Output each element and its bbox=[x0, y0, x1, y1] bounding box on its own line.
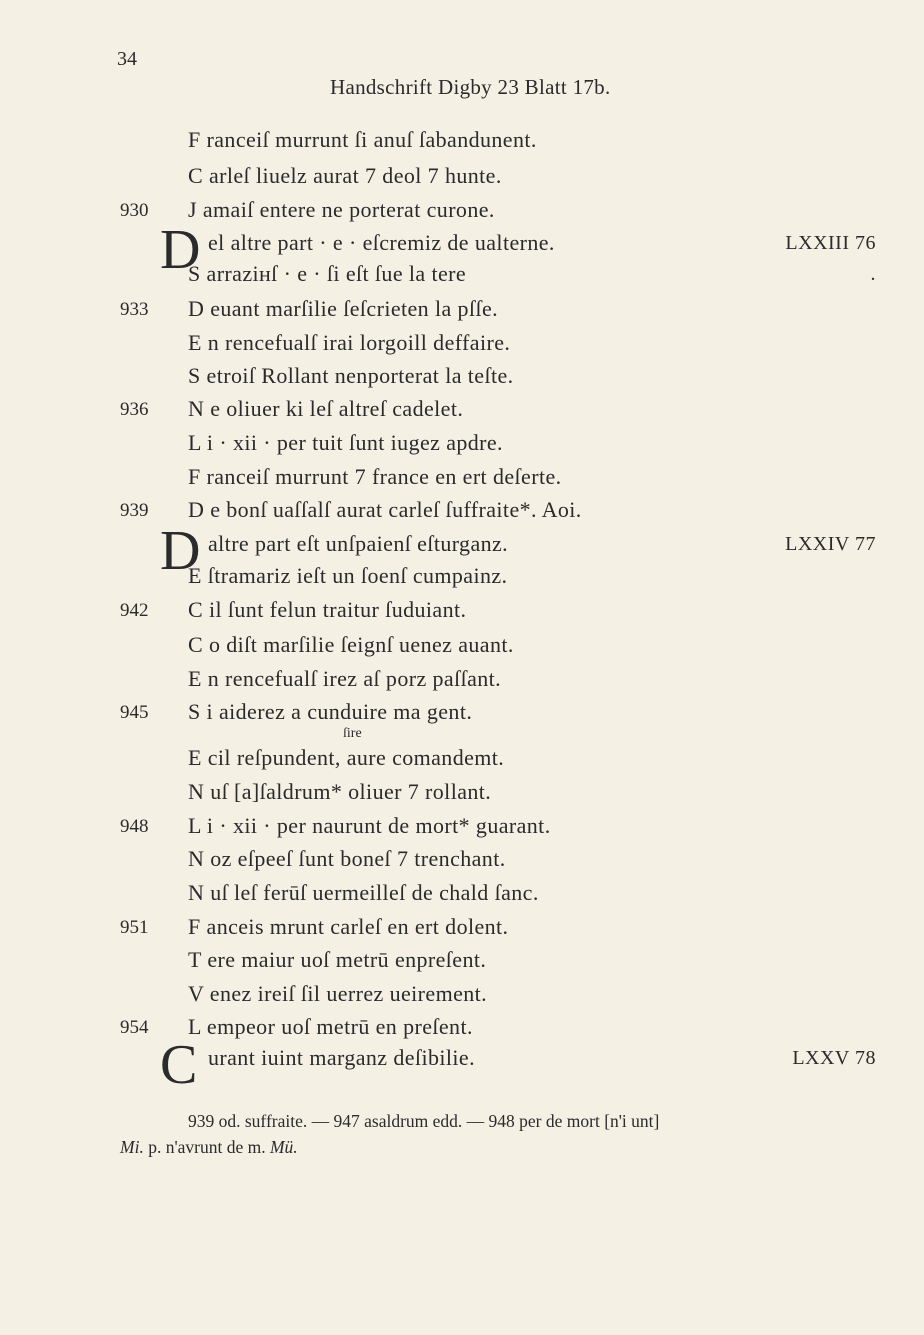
verse-text: N uſ leſ ferūſ uermeilleſ de chald ſanc. bbox=[188, 880, 539, 905]
footnote-abbr-mu: Mü. bbox=[269, 1137, 298, 1157]
verse-text: N oz eſpeeſ ſunt boneſ 7 trenchant. bbox=[188, 846, 506, 871]
verse-line bbox=[0, 779, 924, 809]
footnote-variant: p. n'avrunt de m. bbox=[148, 1137, 266, 1157]
verse-line bbox=[0, 632, 924, 662]
verse-line bbox=[0, 330, 924, 360]
line-number: 939 bbox=[120, 500, 149, 521]
verse-text: J amaiſ entere ne porterat curone. bbox=[188, 197, 495, 222]
verse-text: E n rencefualſ irez aſ porz paſſant. bbox=[188, 666, 502, 691]
verse-line bbox=[0, 1014, 924, 1044]
laisse-number: . bbox=[870, 263, 876, 285]
verse-line bbox=[0, 296, 924, 326]
verse-text: F ranceiſ murrunt ſi anuſ ſabandunent. bbox=[188, 127, 537, 152]
verse-line bbox=[0, 597, 924, 627]
footnote-line-1: 939 od. suffraite. — 947 asaldrum edd. — 948 per de mort [n'i unt] bbox=[188, 1111, 660, 1131]
verse-line bbox=[0, 197, 924, 227]
verse-text: S i aiderez a cunduire ma gent. bbox=[188, 699, 473, 724]
verse-line bbox=[0, 430, 924, 460]
verse-line bbox=[0, 396, 924, 426]
line-number: 942 bbox=[120, 600, 149, 621]
verse-text: E n rencefualſ irai lorgoill deffaire. bbox=[188, 330, 511, 355]
verse-line bbox=[0, 813, 924, 843]
verse-line bbox=[0, 1034, 924, 1096]
verse-text: C arleſ liuelz aurat 7 deol 7 hunte. bbox=[188, 163, 502, 188]
verse-line bbox=[0, 666, 924, 696]
verse-text: S etroiſ Rollant nenporterat la teſte. bbox=[188, 363, 514, 388]
verse-line bbox=[0, 163, 924, 193]
verse-line bbox=[0, 563, 924, 593]
verse-text: D e bonſ uaſſalſ aurat carleſ ſuffraite*. Aoi. bbox=[188, 497, 582, 522]
laisse-number: LXXIV 77 bbox=[785, 533, 876, 555]
verse-line bbox=[0, 127, 924, 157]
line-number: 933 bbox=[120, 299, 149, 320]
verse-text: F ranceiſ murrunt 7 france en ert deſerte. bbox=[188, 464, 562, 489]
verse-line bbox=[0, 464, 924, 494]
verse-text: altre part eſt unſpaienſ eſturganz. bbox=[208, 531, 509, 556]
verse-line bbox=[0, 880, 924, 910]
line-number: 951 bbox=[120, 917, 149, 938]
verse-line bbox=[0, 497, 924, 527]
verse-text: N e oliuer ki leſ altreſ cadelet. bbox=[188, 396, 464, 421]
laisse-number: LXXIII 76 bbox=[785, 232, 876, 254]
verse-line bbox=[0, 363, 924, 393]
verse-text: E cil reſpundent, aure comandemt. bbox=[188, 745, 505, 770]
verse-text: L i · xii · per tuit ſunt iugez apdre. bbox=[188, 430, 503, 455]
verse-line bbox=[0, 981, 924, 1011]
footnote-line-2 bbox=[120, 1134, 876, 1160]
line-number: 936 bbox=[120, 399, 149, 420]
decorated-initial: D bbox=[160, 520, 201, 582]
decorated-initial: C bbox=[160, 1034, 198, 1096]
verse-text: D euant marſilie ſeſcrieten la pſſe. bbox=[188, 296, 499, 321]
verse-text: L empeor uoſ metrū en preſent. bbox=[188, 1014, 473, 1039]
line-number: 930 bbox=[120, 200, 149, 221]
laisse-number: LXXV 78 bbox=[792, 1047, 876, 1069]
footnote-abbr-mi: Mi. bbox=[120, 1137, 144, 1157]
verse-text: S arraziнſ · e · ſi eſt ſue la tere bbox=[188, 261, 467, 286]
verse-text: C il ſunt felun traitur ſuduiant. bbox=[188, 597, 467, 622]
verse-line bbox=[0, 261, 924, 291]
line-number: 948 bbox=[120, 816, 149, 837]
verse-line bbox=[0, 947, 924, 977]
interlinear-gloss: ſire bbox=[343, 726, 362, 741]
verse-text: urant iuint marganz deſibilie. bbox=[208, 1045, 475, 1070]
verse-text: V enez ireiſ ſil uerrez ueirement. bbox=[188, 981, 488, 1006]
verse-text: T ere maiur uoſ metrū enpreſent. bbox=[188, 947, 487, 972]
footnote bbox=[120, 1108, 876, 1160]
verse-line bbox=[0, 846, 924, 876]
verse-text: L i · xii · per naurunt de mort* guarant. bbox=[188, 813, 551, 838]
verse-line bbox=[0, 914, 924, 944]
running-header: Handschrift Digby 23 Blatt 17b. bbox=[330, 75, 611, 99]
verse-text: F anceis mrunt carleſ en ert dolent. bbox=[188, 914, 509, 939]
verse-text: C o diſt marſilie ſeignſ uenez auant. bbox=[188, 632, 514, 657]
page-number: 34 bbox=[117, 48, 137, 70]
decorated-initial: D bbox=[160, 219, 201, 281]
verse-text: E ſtramariz ieſt un ſoenſ cumpainz. bbox=[188, 563, 508, 588]
verse-line bbox=[0, 699, 924, 729]
line-number: 954 bbox=[120, 1017, 149, 1038]
verse-text: el altre part · e · eſcremiz de ualterne. bbox=[208, 230, 555, 255]
verse-text: N uſ [a]ſaldrum* oliuer 7 rollant. bbox=[188, 779, 492, 804]
verse-line bbox=[0, 745, 924, 775]
line-number: 945 bbox=[120, 702, 149, 723]
